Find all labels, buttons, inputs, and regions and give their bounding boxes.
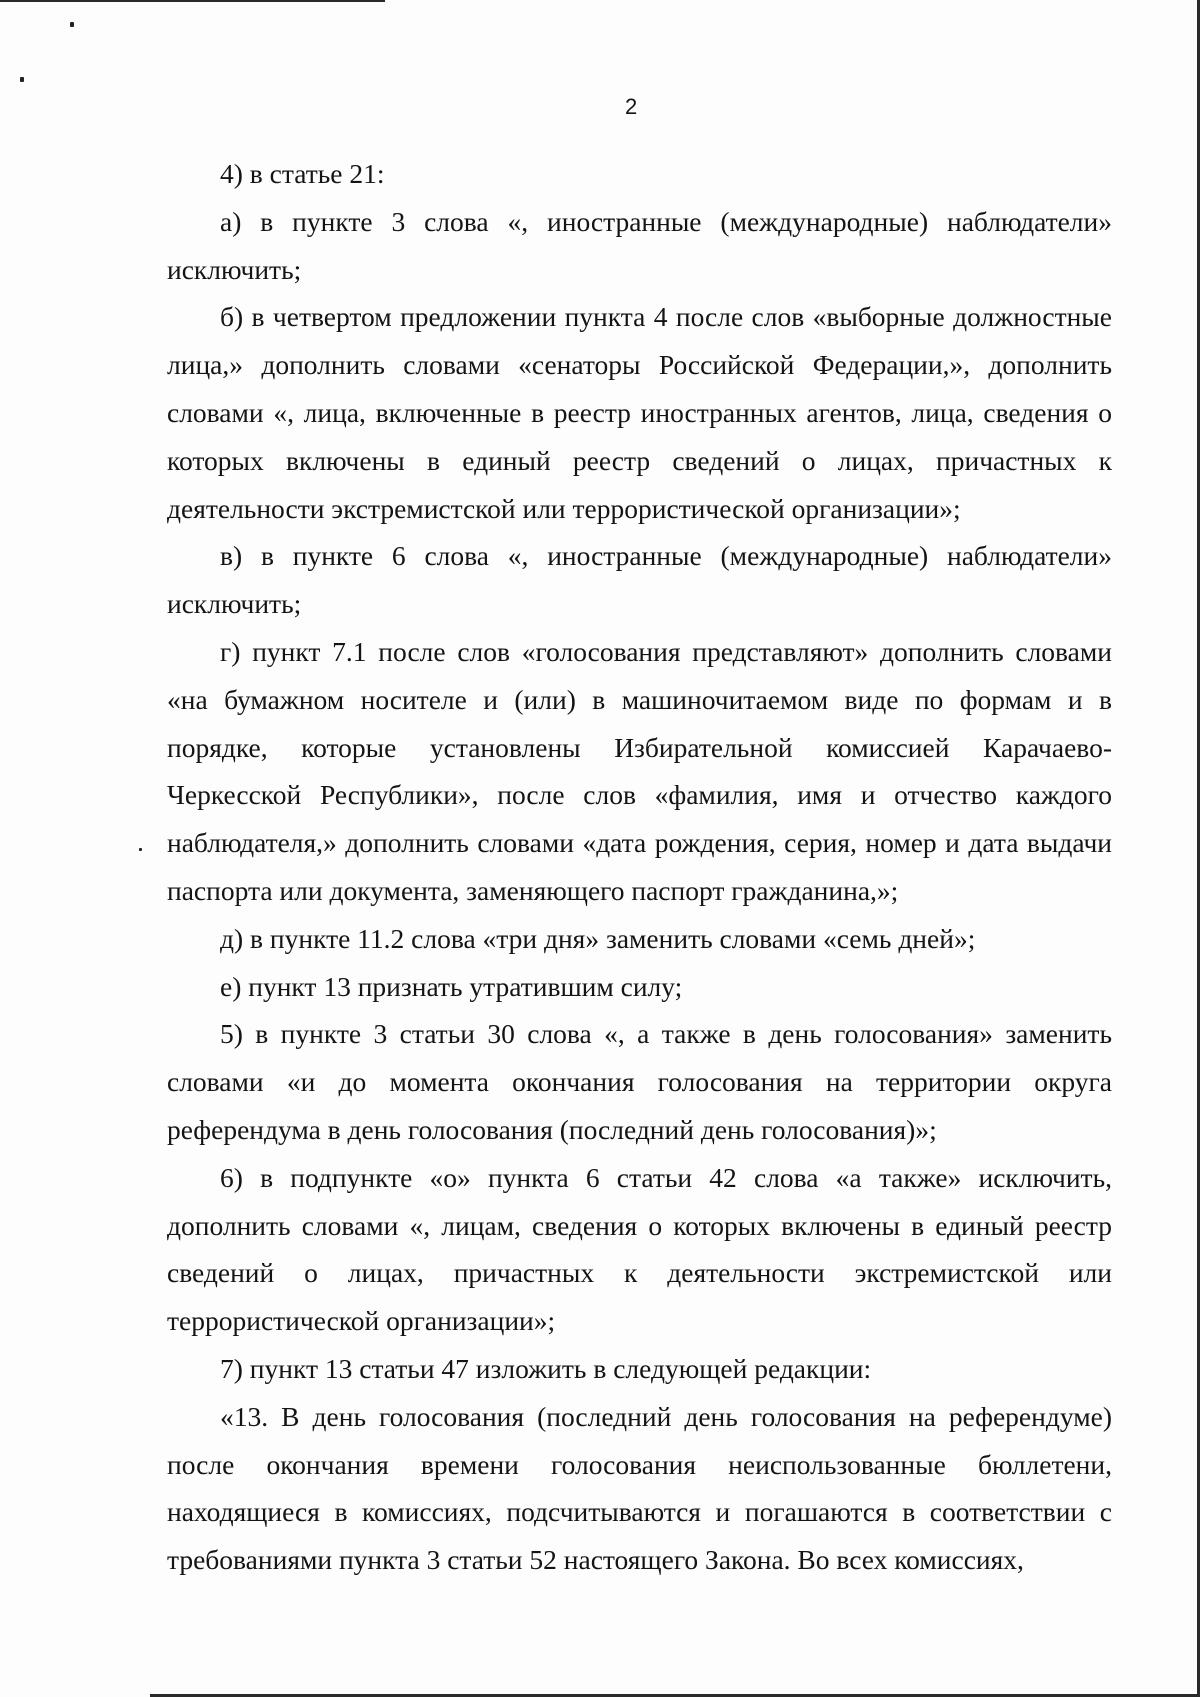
paragraph: е) пункт 13 признать утратившим силу; <box>220 970 683 1002</box>
paragraph: д) в пункте 11.2 слова «три дня» заменить словами «семь дней»; <box>220 922 976 954</box>
paragraph: «13. В день голосования (последний день голосования на референдуме) после окончания времени голосования неиспользованные бюллетени, находящиеся в комиссиях, подсчитываются и погашаются в соответствии с требованиями пункта 3 статьи 52 настоящего Закона. Во всех комиссиях, <box>167 1400 1112 1576</box>
paragraph: 4) в статье 21: <box>220 158 385 189</box>
paragraph: г) пункт 7.1 после слов «голосования представляют» дополнить словами «на бумажном носителе и (или) в машиночитаемом виде по формам и в порядке, которые установлены Избирательной комиссией Карачаево-Черкесской Республики», после слов «фамилия, имя и отчество каждого наблюдателя,» дополнить словами «дата рождения, серия, номер и дата выдачи паспорта или документа, заменяющего паспорт гражданина,»; <box>167 635 1112 906</box>
paragraph: 7) пункт 13 статьи 47 изложить в следующей редакции: <box>220 1352 872 1384</box>
scan-edge-top <box>0 0 385 2</box>
paragraph: 6) в подпункте «о» пункта 6 статьи 42 слова «а также» исключить, дополнить словами «, лицам, сведения о которых включены в единый реестр сведений о лицах, причастных к деятельности экстремистской или террористической организации»; <box>167 1161 1112 1337</box>
paragraph: а) в пункте 3 слова «, иностранные (международные) наблюдатели» исключить; <box>167 205 1112 285</box>
document-body <box>167 150 1112 1584</box>
scan-speck <box>70 22 74 27</box>
paragraph: б) в четвертом предложении пункта 4 после слов «выборные должностные лица,» дополнить словами «сенаторы Российской Федерации,», дополнить словами «, лица, включенные в реестр иностранных агентов, лица, сведения о которых включены в единый реестр сведений о лицах, причастных к деятельности экстремистской или террористической организации»; <box>167 301 1112 524</box>
paragraph: в) в пункте 6 слова «, иностранные (международные) наблюдатели» исключить; <box>167 540 1112 620</box>
scan-speck <box>139 848 142 851</box>
scan-speck <box>20 77 24 82</box>
page-number: 2 <box>625 94 638 119</box>
paragraph: 5) в пункте 3 статьи 30 слова «, а также в день голосования» заменить словами «и до момента окончания голосования на территории округа референдума в день голосования (последний день голосования)»; <box>167 1018 1112 1145</box>
